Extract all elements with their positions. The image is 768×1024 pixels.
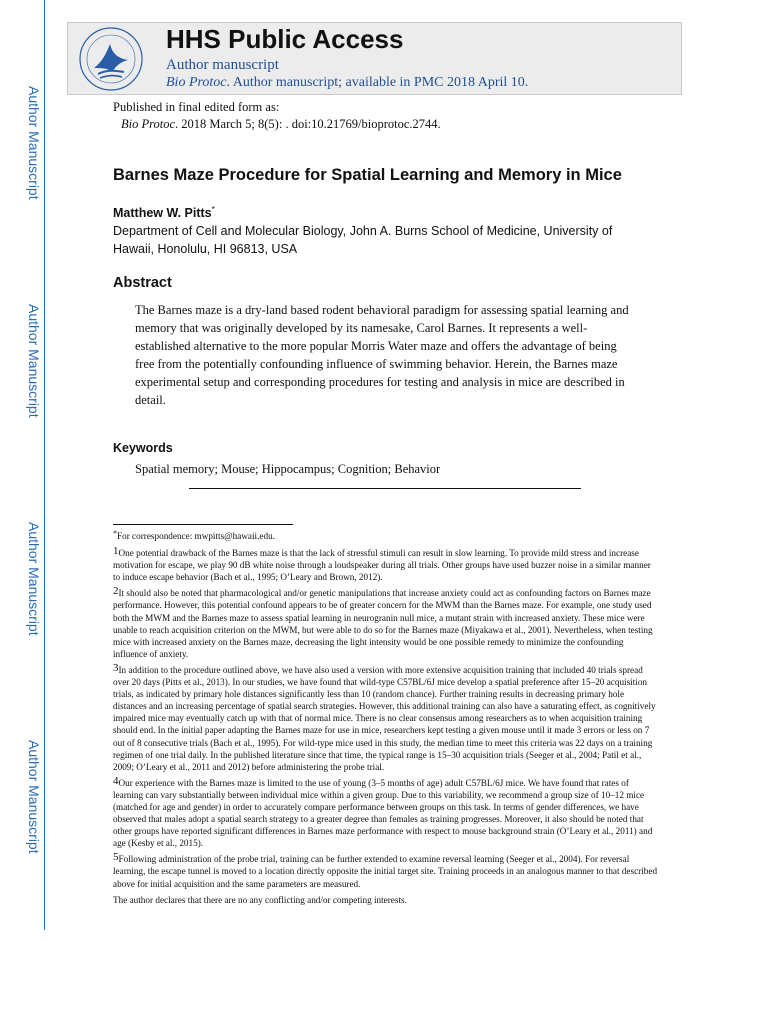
footnote-mark: 2 bbox=[113, 585, 119, 598]
availability-text: . Author manuscript; available in PMC 2018 April 10. bbox=[226, 75, 529, 90]
footnote-text: Following administration of the probe trial, training can be further extended to examine reversal learning (Seeger et al., 2004). For reversal learning, the escape tunnel is moved to a location directly opposite the initial target site. Training proceeds in an analogous manner to that described above for initial acquisition and the same parameters are measured. bbox=[113, 854, 658, 889]
footnote bbox=[113, 853, 658, 889]
author-name-text: Matthew W. Pitts bbox=[113, 206, 212, 221]
affiliation: Department of Cell and Molecular Biology, John A. Burns School of Medicine, University of Hawaii, Honolulu, HI 96813, USA bbox=[113, 224, 613, 256]
footnote bbox=[113, 587, 658, 660]
footnote-text: In addition to the procedure outlined above, we have also used a version with more extensive acquisition training that included 40 trials spread over 20 days (Pitts et al., 2013). In our studies, we have found that wild-type C57BL/6J mice develop a spatial preference after 15–20 acquisition trials, as indicated by primary hole distances significantly less than 10 (random chance). Further training results in decreasing primary hole distances and an increasing percentage of spatial search strategies. However, this additional training can also have a saturating effect, as cognitively impaired mice may eventually catch up with that of normal mice. There is no clear consensus among researchers as to when acquisition training should end. In the initial paper adapting the Barnes maze for use in mice, researchers kept testing a given mouse until it made 3 errors or less on 7 out of 8 consecutive trials (Bach et al., 1995). For wild-type mice used in this study, the median time to meet this criteria was 22 days on a training regimen of one trial daily. In the published literature since that time, the typical range is 15–30 acquisition trials (Seeger et al., 2004; Patil et al., 2009; O’Leary et al., 2011 and 2012) before administering the probe trial. bbox=[113, 664, 656, 772]
citation-details: . 2018 March 5; 8(5): . doi:10.21769/bioprotoc.2744. bbox=[175, 117, 441, 131]
footnote bbox=[113, 774, 658, 850]
correspondence-mark: * bbox=[113, 529, 117, 538]
footnote bbox=[113, 661, 658, 773]
footnote-text: It should also be noted that pharmacological and/or genetic manipulations that increase anxiety could act as confounding factors on Barnes maze performance. However, this potential confound appears to be of greater concern for the MWM than the Barnes maze. For example, one study used both the MWM and the Barnes maze to assess spatial learning in neurogranin null mice, a mutant strain with increased anxiety. These mice were unable to reach acquisition criterion on the MWM, but were able to do so for the Barnes maze (Miyakawa et al., 2001). Nevertheless, when testing mice with increased anxiety on the Barnes maze, decreasing the light intensity would be one possible remedy to minimize the confounding influence of anxiety. bbox=[113, 588, 653, 659]
author-manuscript-label: Author manuscript bbox=[166, 57, 279, 73]
abstract-text: The Barnes maze is a dry-land based rodent behavioral paradigm for assessing spatial learning and memory that was originally developed by its namesake, Carol Barnes. It represents a well-established alternative to the more popular Morris Water maze and offers the advantage of being free from the potentially confounding influence of swimming behavior. Herein, the Barnes maze experimental setup and corresponding procedures for testing and analysis in mice are described in detail. bbox=[135, 303, 629, 407]
sidebar-label-author-manuscript: Author Manuscript bbox=[26, 86, 42, 200]
footnote-mark: 5 bbox=[113, 851, 119, 864]
author-correspondence-mark: * bbox=[211, 205, 215, 214]
pmc-availability bbox=[166, 75, 528, 91]
footnote-mark: 1 bbox=[113, 545, 119, 558]
footnote-divider bbox=[113, 524, 293, 525]
journal-name: Bio Protoc bbox=[166, 75, 227, 90]
sidebar-label-author-manuscript: Author Manuscript bbox=[26, 304, 42, 418]
footnotes bbox=[113, 530, 658, 910]
footnote-mark: 4 bbox=[113, 774, 119, 787]
footnote bbox=[113, 547, 658, 583]
published-label: Published in final edited form as: bbox=[113, 100, 280, 114]
keywords-list: Spatial memory; Mouse; Hippocampus; Cognition; Behavior bbox=[135, 462, 441, 476]
footnote-text: One potential drawback of the Barnes maze is that the lack of stressful stimuli can result in slow learning. To provide mild stress and increase motivation for escape, we play 90 dB white noise through a loudspeaker during all trials. Other groups have used buzzer noise in a similar manner to induce escape behavior (Bach et al., 1995; O’Leary and Brown, 2012). bbox=[113, 548, 651, 583]
author-name bbox=[113, 205, 215, 220]
paper-title: Barnes Maze Procedure for Spatial Learning and Memory in Mice bbox=[113, 166, 622, 184]
sidebar-divider bbox=[44, 0, 45, 930]
footnote-mark: 3 bbox=[113, 661, 119, 674]
correspondence-text: For correspondence: mwpitts@hawaii.edu. bbox=[117, 531, 275, 541]
abstract-heading: Abstract bbox=[113, 275, 172, 291]
sidebar-label-author-manuscript: Author Manuscript bbox=[26, 740, 42, 854]
footnote-text: Our experience with the Barnes maze is limited to the use of young (3–5 months of age) adult C57BL/6J mice. We have found that rates of learning can vary substantially between individual mice within a given group. Due to this variability, we recommend a group size of 10–12 mice (matched for age and gender) in order to accurately compare performance between groups on this task. In terms of gender differences, we have observed that males adopt a spatial search strategy to a greater degree than females as training progresses. Moreover, it also should be noted that other groups have reported significant differences in Barnes maze performance with respect to mouse background strain (O’Leary et al., 2011) and age (Kesby et al., 2015). bbox=[113, 777, 653, 849]
correspondence-footnote bbox=[113, 530, 658, 543]
hhs-eagle-logo-icon bbox=[76, 24, 146, 94]
conflict-statement: The author declares that there are no any conflicting and/or competing interests. bbox=[113, 894, 407, 905]
keywords-heading: Keywords bbox=[113, 441, 173, 455]
sidebar-label-author-manuscript: Author Manuscript bbox=[26, 522, 42, 636]
keywords-divider bbox=[189, 488, 581, 489]
citation bbox=[121, 117, 441, 132]
citation-journal: Bio Protoc bbox=[121, 117, 176, 131]
hhs-public-access-title: HHS Public Access bbox=[166, 24, 404, 54]
